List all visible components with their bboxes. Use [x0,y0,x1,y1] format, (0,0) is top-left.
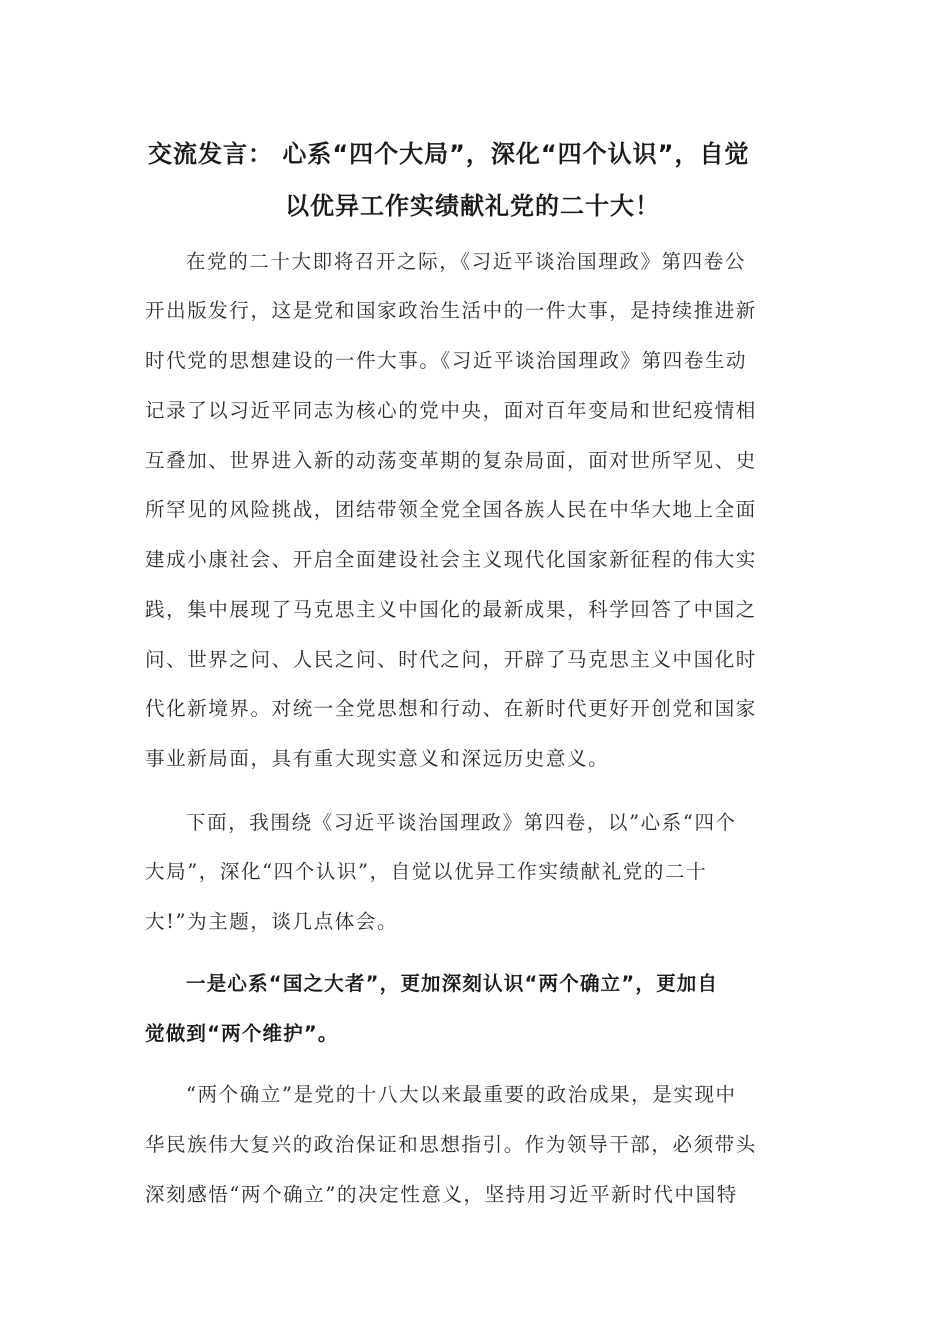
paragraph-line: 互叠加、世界进入新的动荡变革期的复杂局面，面对世所罕见、史 [145,449,757,472]
paragraph-line: 大!”为主题，谈几点体会。 [145,910,399,933]
paragraph-line: 所罕见的风险挑战，团结带领全党全国各族人民在中华大地上全面 [145,498,757,521]
paragraph-line: 下面，我围绕《习近平谈治国理政》第四卷，以”心系“四个 [186,811,737,834]
paragraph-line: 事业新局面，具有重大现实意义和深远历史意义。 [145,747,610,770]
paragraph-line: “两个确立”是党的十八大以来最重要的政治成果，是实现中 [186,1083,737,1106]
paragraph-line: 践，集中展现了马克思主义中国化的最新成果，科学回答了中国之 [145,598,757,621]
paragraph-line: 记录了以习近平同志为核心的党中央，面对百年变局和世纪疫情相 [145,399,757,422]
document-title [140,128,810,232]
heading-line: 一是心系“国之大者”，更加深刻认识“两个确立”，更加自 [186,972,719,995]
paragraph-line: 华民族伟大复兴的政治保证和思想指引。作为领导干部，必须带头 [145,1133,757,1156]
paragraph-line: 时代党的思想建设的一件大事。《习近平谈治国理政》第四卷生动 [145,349,748,372]
paragraph-line: 开出版发行，这是党和国家政治生活中的一件大事，是持续推进新 [145,299,757,322]
paragraph-line: 代化新境界。对统一全党思想和行动、在新时代更好开创党和国家 [145,697,757,720]
paragraph-line: 在党的二十大即将召开之际，《习近平谈治国理政》第四卷公 [186,250,746,273]
paragraph-line: 问、世界之问、人民之问、时代之问，开辟了马克思主义中国化时 [145,648,757,671]
title-line: 以优异工作实绩献礼党的二十大！ [285,192,660,220]
paragraph-line: 大局”，深化“四个认识”，自觉以优异工作实绩献礼党的二十 [145,860,708,883]
paragraph-line: 深刻感悟“两个确立”的决定性意义，坚持用习近平新时代中国特 [145,1183,738,1206]
paragraph-line: 建成小康社会、开启全面建设社会主义现代化国家新征程的伟大实 [145,548,757,571]
title-line: 交流发言： 心系“四个大局”，深化“四个认识”，自觉 [148,140,750,168]
heading-line: 觉做到“两个维护”。 [145,1022,339,1045]
